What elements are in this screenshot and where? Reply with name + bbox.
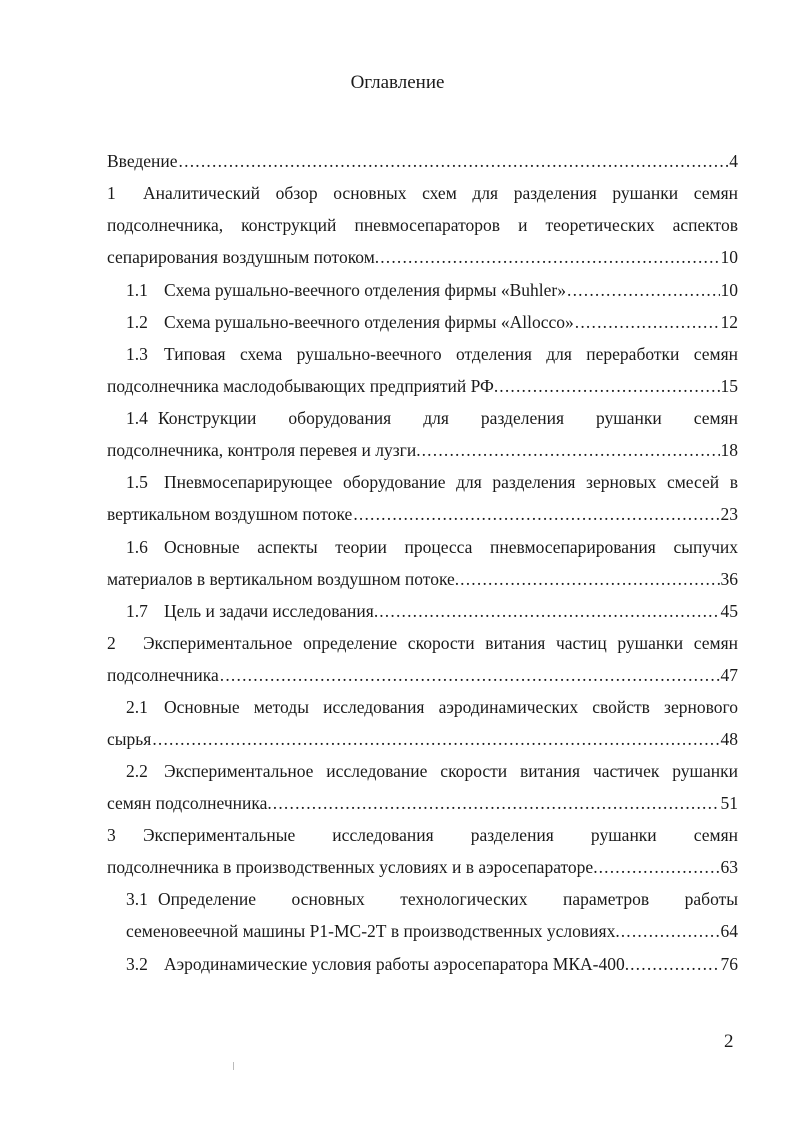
toc-number: 1.5 [126, 472, 148, 492]
toc-number: 3.2 [126, 954, 148, 974]
toc-page: 76 [720, 954, 738, 974]
toc-entry-1-line2[interactable] [107, 212, 738, 238]
toc-label: Экспериментальные исследования разделения рушанки семян [143, 825, 738, 845]
toc-page: 47 [720, 665, 738, 685]
dot-leader [422, 437, 720, 463]
dot-leader [621, 918, 720, 944]
dot-leader [179, 148, 729, 174]
dot-leader [575, 309, 720, 335]
dot-leader [379, 598, 719, 624]
toc-label: Экспериментальное определение скорости витания частиц рушанки семян [143, 633, 738, 653]
dot-leader [353, 501, 719, 527]
dot-leader [460, 566, 719, 592]
dot-leader [273, 790, 720, 816]
toc-label: Основные методы исследования аэродинамических свойств зернового [164, 697, 738, 717]
toc-number: 2.1 [126, 697, 148, 717]
dot-leader [630, 951, 719, 977]
toc-page: 15 [720, 376, 738, 396]
toc-entry-1-3-line2[interactable] [107, 373, 738, 399]
toc-label: вертикальном воздушном потоке [107, 504, 353, 524]
toc-entry-1-line3[interactable] [107, 244, 738, 270]
toc-entry-2-1-line1[interactable] [126, 694, 738, 720]
toc-number: 1.1 [126, 280, 148, 300]
toc-entry-1-1[interactable] [126, 277, 738, 303]
toc-label: Экспериментальное исследование скорости витания частичек рушанки [164, 761, 738, 781]
toc-label: Основные аспекты теории процесса пневмосепарирования сыпучих [164, 537, 738, 557]
toc-page: 63 [720, 857, 738, 877]
toc-number: 3.1 [126, 889, 148, 909]
dot-leader [599, 854, 720, 880]
toc-label: Цель и задачи исследования. [164, 601, 379, 621]
toc-page: 51 [720, 793, 738, 813]
dot-leader [499, 373, 719, 399]
toc-page: 64 [720, 921, 738, 941]
toc-entry-2-line1[interactable] [107, 630, 738, 656]
toc-number: 1.2 [126, 312, 148, 332]
toc-page: 45 [720, 601, 738, 621]
toc-entry-3-line1[interactable] [107, 822, 738, 848]
toc-page: 48 [720, 729, 738, 749]
toc-number: 1.7 [126, 601, 148, 621]
toc-number: 1.4 [126, 408, 148, 428]
toc-label: Определение основных технологических параметров работы [158, 889, 738, 909]
toc-label: Аэродинамические условия работы аэросепаратора МКА-400. [164, 954, 630, 974]
toc-label: семеновеечной машины Р1-МС-2Т в производственных условиях. [126, 921, 620, 941]
dot-leader [380, 244, 719, 270]
toc-label: Введение [107, 151, 178, 171]
scan-mark [233, 1062, 234, 1070]
toc-entry-3-2[interactable] [126, 951, 738, 977]
toc-entry-1-4-line1[interactable] [126, 405, 738, 431]
toc-page: 36 [720, 569, 738, 589]
toc-label: семян подсолнечника. [107, 793, 272, 813]
toc-page: 10 [720, 247, 738, 267]
toc-entry-intro[interactable] [107, 148, 738, 174]
toc-entry-2-line2[interactable] [107, 662, 738, 688]
toc-page: 12 [720, 312, 738, 332]
toc-entry-1-line1[interactable] [107, 180, 738, 206]
dot-leader [567, 277, 719, 303]
toc-label: подсолнечника, конструкций пневмосепараторов и теоретических аспектов [107, 215, 738, 235]
toc-number: 2 [107, 633, 116, 653]
toc-entry-1-6-line1[interactable] [126, 534, 738, 560]
toc-label: сырья [107, 729, 152, 749]
toc-label: подсолнечника, контроля перевея и лузги. [107, 440, 421, 460]
toc-entry-1-4-line2[interactable] [107, 437, 738, 463]
toc-label: Типовая схема рушально-веечного отделения для переработки семян [164, 344, 738, 364]
toc-label: подсолнечника [107, 665, 219, 685]
dot-leader [220, 662, 720, 688]
toc-number: 3 [107, 825, 116, 845]
toc-entry-1-6-line2[interactable] [107, 566, 738, 592]
toc-label: Пневмосепарирующее оборудование для разделения зерновых смесей в [164, 472, 738, 492]
page-number: 2 [724, 1031, 734, 1052]
toc-entry-1-7[interactable] [126, 598, 738, 624]
toc-entry-3-1-line2[interactable] [126, 918, 738, 944]
toc-label: Аналитический обзор основных схем для разделения рушанки семян [143, 183, 738, 203]
dot-leader [152, 726, 719, 752]
toc-entry-1-5-line1[interactable] [126, 469, 738, 495]
toc-number: 1 [107, 183, 116, 203]
toc-label: Схема рушально-веечного отделения фирмы «Buhler» [164, 280, 567, 300]
toc-label: Конструкции оборудования для разделения рушанки семян [158, 408, 738, 428]
toc-page: 23 [720, 504, 738, 524]
toc-label: подсолнечника маслодобывающих предприятий РФ. [107, 376, 499, 396]
toc-entry-2-2-line1[interactable] [126, 758, 738, 784]
toc-entry-2-1-line2[interactable] [107, 726, 738, 752]
toc-label: подсолнечника в производственных условиях и в аэросепараторе. [107, 857, 598, 877]
toc-entry-3-line2[interactable] [107, 854, 738, 880]
toc-label: материалов в вертикальном воздушном потоке. [107, 569, 460, 589]
toc-number: 1.6 [126, 537, 148, 557]
toc-number: 2.2 [126, 761, 148, 781]
toc-label: сепарирования воздушным потоком. [107, 247, 380, 267]
toc-number: 1.3 [126, 344, 148, 364]
toc-entry-1-5-line2[interactable] [107, 501, 738, 527]
toc-entry-1-2[interactable] [126, 309, 738, 335]
toc-entry-2-2-line2[interactable] [107, 790, 738, 816]
toc-entry-3-1-line1[interactable] [126, 886, 738, 912]
page-title: Оглавление [350, 72, 445, 93]
toc-label: Схема рушально-веечного отделения фирмы «Allocco» [164, 312, 574, 332]
toc-page: 4 [729, 151, 738, 171]
toc-page: 18 [720, 440, 738, 460]
toc-entry-1-3-line1[interactable] [126, 341, 738, 367]
toc-page: 10 [720, 280, 738, 300]
